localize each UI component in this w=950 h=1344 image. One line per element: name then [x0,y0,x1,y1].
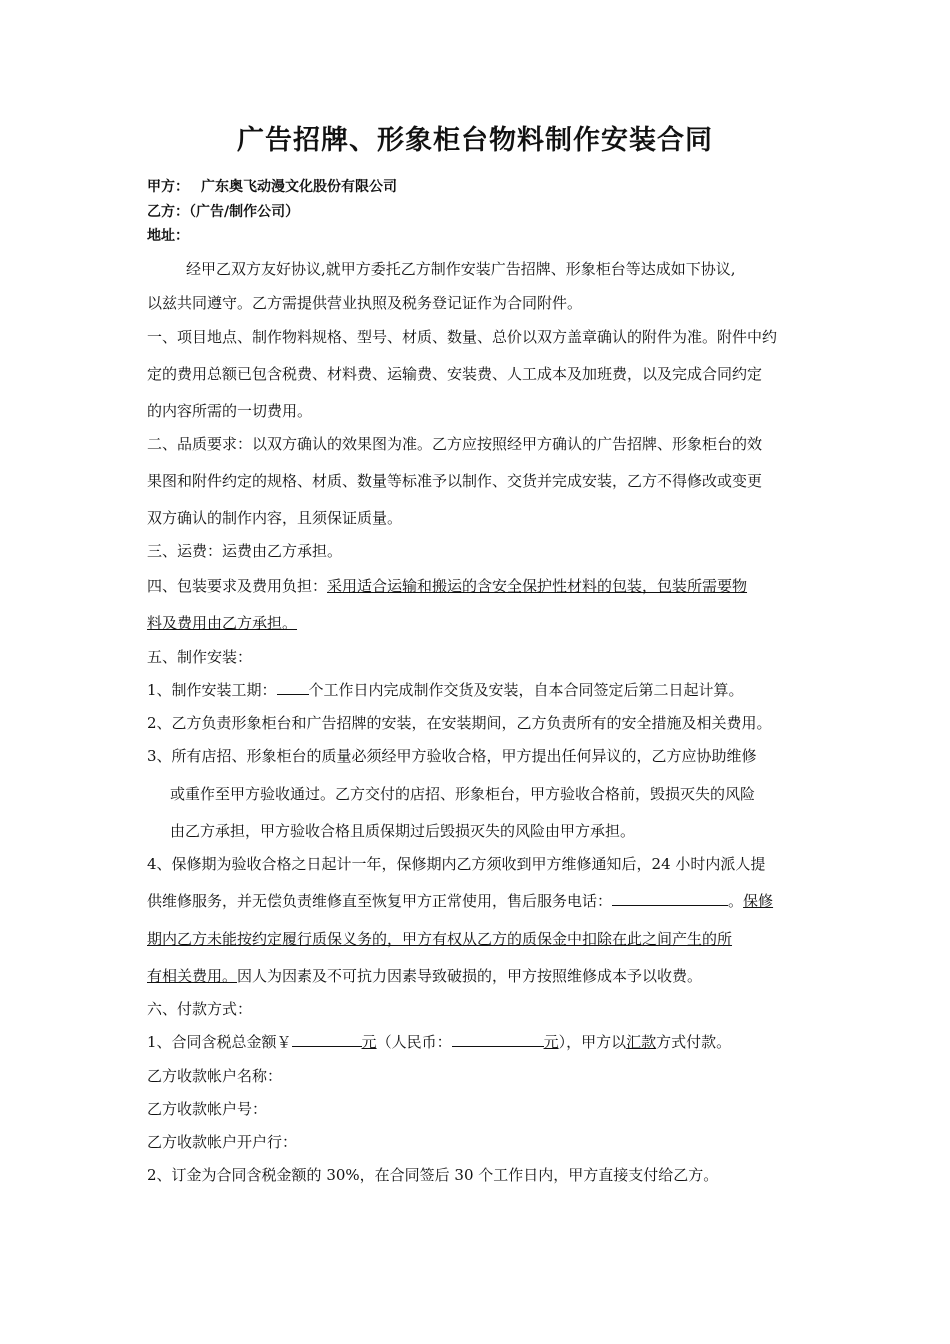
section-1-line-2: 定的费用总额已包含税费、材料费、运输费、安装费、人工成本及加班费，以及完成合同约定 [147,365,763,383]
account-name-label: 乙方收款帐户名称： [147,1067,283,1085]
total-amount-label: 1、合同含税总金额￥ [147,1033,292,1051]
warranty-underlined-end: 有相关费用。 [147,967,238,985]
section-6-item-2: 2、订金为合同含税金额的 30%，在合同签后 30 个工作日内，甲方直接支付给乙方。 [147,1166,719,1184]
party-a [147,177,827,197]
service-phone-end: 。 [728,892,744,910]
address-label: 地址： [147,228,189,244]
section-5-item-4-line-3: 期内乙方未能按约定履行质保义务的，甲方有权从乙方的质保金中扣除在此之间产生的所 [147,930,733,948]
section-5-item-2: 2、乙方负责形象柜台和广告招牌的安装，在安装期间，乙方负责所有的安全措施及相关费用。 [147,714,772,732]
intro-line-1: 经甲乙双方友好协议,就甲方委托乙方制作安装广告招牌、形象柜台等达成如下协议, [186,260,736,278]
section-4-underlined-text: 采用适合运输和搬运的含安全保护性材料的包装，包装所需要物 [327,577,748,595]
section-2-line-2: 果图和附件约定的规格、材质、数量等标准予以制作、交货并完成安装，乙方不得修改或变更 [147,472,763,490]
damage-clause: 因人为因素及不可抗力因素导致破损的，甲方按照维修成本予以收费。 [237,967,703,985]
section-1-line-1: 一、项目地点、制作物料规格、型号、材质、数量、总价以双方盖章确认的附件为准。附件中约 [147,328,778,346]
section-1-line-3: 的内容所需的一切费用。 [147,402,313,420]
workdays-blank [277,680,309,695]
rmb-unit: 元 [543,1033,559,1051]
section-5-heading: 五、制作安装： [147,648,253,666]
party-b-value: （广告/制作公司） [189,204,300,220]
section-5-item-1 [147,680,827,700]
section-5-item-3-line-3: 由乙方承担，甲方验收合格且质保期过后毁损灭失的风险由甲方承担。 [170,822,636,840]
payment-method: 汇款 [626,1033,657,1051]
address [147,226,827,246]
intro-line-2: 以兹共同遵守。乙方需提供营业执照及税务登记证作为合同附件。 [147,294,583,312]
section-5-item-1-text: 个工作日内完成制作交货及安装，自本合同签定后第二日起计算。 [308,681,744,699]
section-5-item-4-line-2 [147,891,827,911]
party-a-value: 广东奥飞动漫文化股份有限公司 [201,179,397,195]
contract-title: 广告招牌、形象柜台物料制作安装合同 [237,125,713,156]
section-6-item-1 [147,1032,827,1052]
total-amount-blank [292,1032,362,1047]
section-5-item-4-line-4 [147,966,827,986]
account-number-label: 乙方收款帐户号： [147,1100,268,1118]
service-phone-label: 供维修服务，并无偿负责维修直至恢复甲方正常使用，售后服务电话： [147,892,613,910]
rmb-amount-blank [452,1032,544,1047]
section-4-line-2: 料及费用由乙方承担。 [147,614,298,632]
section-2-line-3: 双方确认的制作内容，且须保证质量。 [147,509,403,527]
payment-method-suffix: 方式付款。 [656,1033,732,1051]
section-5-item-3-line-2: 或重作至甲方验收通过。乙方交付的店招、形象柜台，甲方验收合格前，毁损灭失的风险 [170,785,756,803]
rmb-label: （人民币： [376,1033,452,1051]
party-b [147,202,827,222]
service-phone-blank [612,891,728,906]
section-4-label: 四、包装要求及费用负担： [147,577,328,595]
section-6-heading: 六、付款方式： [147,1000,253,1018]
section-4-line-1 [147,576,827,596]
payment-method-prefix: ），甲方以 [558,1033,627,1051]
section-2-line-1: 二、品质要求：以双方确认的效果图为准。乙方应按照经甲方确认的广告招牌、形象柜台的效 [147,435,763,453]
section-5-item-4-line-1: 4、保修期为验收合格之日起计一年，保修期内乙方须收到甲方维修通知后，24 小时内派人提 [147,855,766,873]
section-5-item-3-line-1: 3、所有店招、形象柜台的质量必须经甲方验收合格，甲方提出任何异议的，乙方应协助维修 [147,747,757,765]
section-5-item-1-prefix: 1、制作安装工期： [147,681,277,699]
total-amount-unit: 元 [361,1033,377,1051]
warranty-underlined-start: 保修 [743,892,774,910]
account-bank-label: 乙方收款帐户开户行： [147,1133,298,1151]
party-a-label: 甲方： [147,179,189,195]
section-3: 三、运费：运费由乙方承担。 [147,542,343,560]
party-b-label: 乙方： [147,204,189,220]
